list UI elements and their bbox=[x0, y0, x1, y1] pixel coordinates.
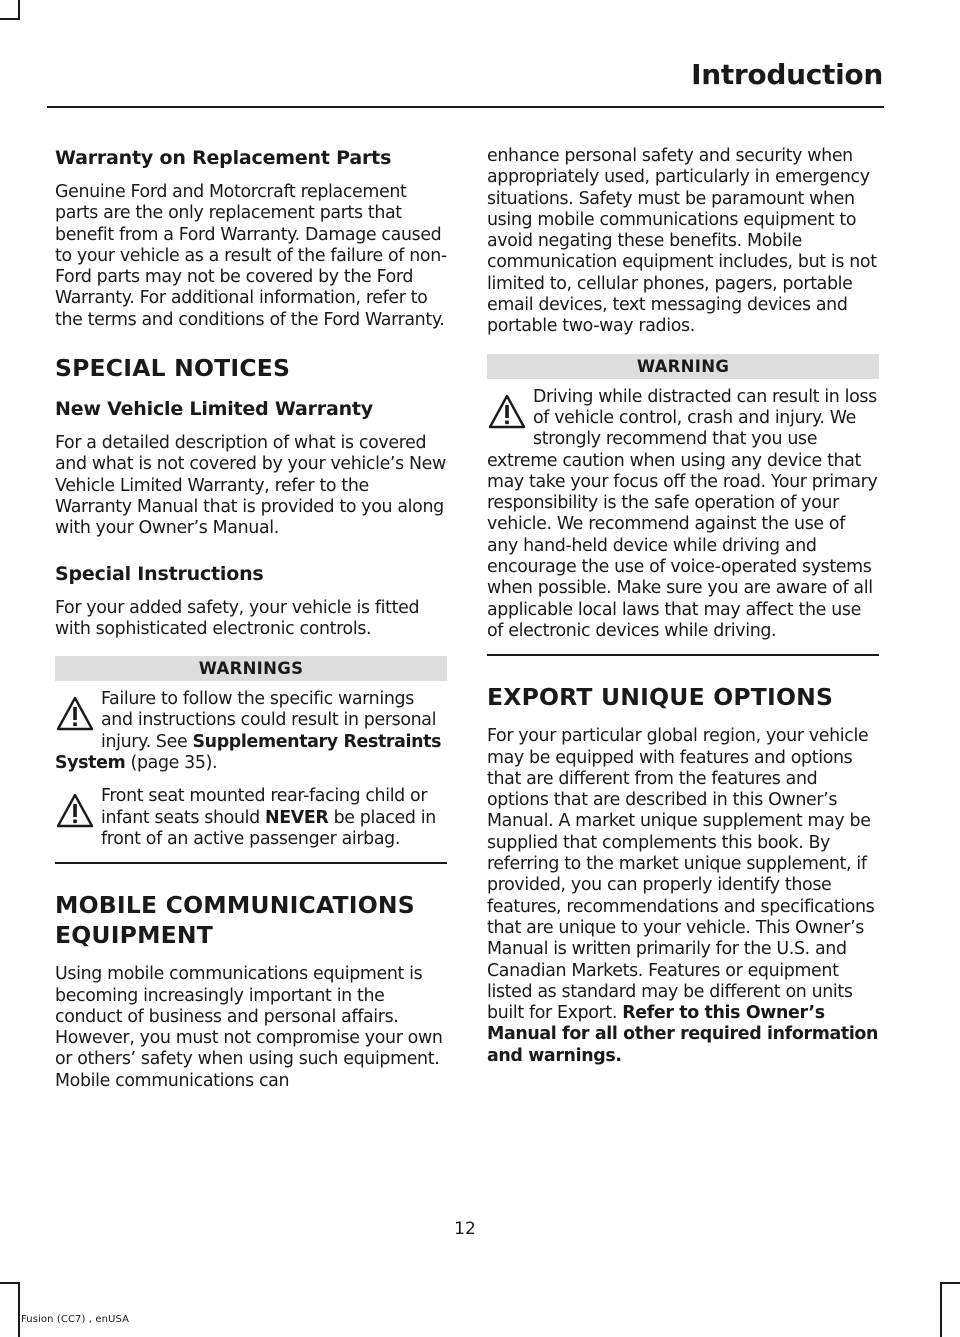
warning-end-rule bbox=[487, 654, 879, 656]
crop-mark bbox=[0, 1282, 20, 1284]
warning2-text-pre: Front seat mounted rear-facing child or infant seats should bbox=[101, 786, 428, 828]
warning-distracted-text: Driving while distracted can result in loss of vehicle control, crash and injury. We strongly recommend that you use extreme caution when using any device that may take your focus off the road. Your primary responsibility is the safe operation of your vehicle. We recommend against the use of any hand-held device while driving and encourage the use of voice-operated systems when possible. Make sure you are aware of all applicable local laws that may affect the use of electronic devices while driving. bbox=[487, 386, 878, 641]
crop-mark bbox=[18, 0, 20, 20]
footer-text: Fusion (CC7) , enUSA bbox=[21, 1314, 130, 1325]
warning-distracted-driving bbox=[487, 387, 879, 643]
special-instructions-paragraph: For your added safety, your vehicle is fitted with sophisticated electronic controls. bbox=[55, 597, 420, 639]
warranty-paragraph: Genuine Ford and Motorcraft replacement parts are the only replacement parts that benefit from a Ford Warranty. Damage caused to your vehicle as a result of the failure of non-Ford parts may not be covered by the Ford Warranty. For additional information, refer to the terms and conditions of the Ford Warranty. bbox=[55, 182, 447, 330]
right-column bbox=[487, 146, 879, 1089]
crop-mark bbox=[940, 1282, 960, 1284]
crop-mark bbox=[18, 1282, 20, 1337]
warning-triangle-icon bbox=[55, 695, 95, 733]
left-column bbox=[55, 146, 447, 1114]
crop-mark bbox=[0, 18, 20, 20]
page-number: 12 bbox=[454, 1219, 476, 1239]
warnings-bar: WARNINGS bbox=[55, 656, 447, 681]
special-notices-heading: SPECIAL NOTICES bbox=[55, 354, 291, 383]
new-vehicle-heading: New Vehicle Limited Warranty bbox=[55, 398, 373, 421]
mobile-heading-line1: MOBILE COMMUNICATIONS bbox=[55, 891, 415, 920]
header-divider bbox=[47, 106, 884, 108]
export-paragraph bbox=[487, 726, 879, 1067]
warnings-end-rule bbox=[55, 862, 447, 864]
warning-airbag-restraints bbox=[55, 689, 447, 774]
warning2-text-post: be placed in front of an active passenger airbag. bbox=[101, 807, 436, 849]
crop-mark bbox=[940, 1282, 942, 1337]
mobile-heading bbox=[55, 890, 447, 950]
warning2-never: NEVER bbox=[264, 807, 329, 828]
warning-child-seat bbox=[55, 786, 447, 850]
export-heading: EXPORT UNIQUE OPTIONS bbox=[487, 683, 834, 712]
mobile-paragraph: Using mobile communications equipment is becoming increasingly important in the conduct of business and personal affairs. However, you must not compromise your own or others’ safety when using such equipment. Mobile communications can bbox=[55, 964, 443, 1091]
warning1-page-ref[interactable]: (page 35). bbox=[130, 753, 218, 774]
export-text: For your particular global region, your vehicle may be equipped with features and options that are different from the features and options that are described in this Owner’s Manual. A market unique supplement may be supplied that complements this book. By referring to the market unique supplement, if provided, you can properly identify those features, recommendations and specifications that are unique to your vehicle. This Owner’s Manual is written primarily for the U.S. and Canadian Markets. Features or equipment listed as standard may be different on units built for Export. bbox=[487, 726, 875, 1024]
new-vehicle-paragraph: For a detailed description of what is covered and what is not covered by your vehicle’s New Vehicle Limited Warranty, refer to the Warranty Manual that is provided to you along with your Owner’s Manual. bbox=[55, 433, 446, 539]
mobile-continued-paragraph: enhance personal safety and security when appropriately used, particularly in emergency situations. Safety must be paramount when using mobile communications equipment to avoid negating these benefits. Mobile communication equipment includes, but is not limited to, cellular phones, pagers, portable email devices, text messaging devices and portable two-way radios. bbox=[487, 146, 877, 337]
page-title: Introduction bbox=[691, 58, 883, 91]
special-instructions-heading: Special Instructions bbox=[55, 562, 264, 585]
warranty-heading: Warranty on Replacement Parts bbox=[55, 147, 392, 169]
export-bold-text: Refer to this Owner’s Manual for all other required information and warnings. bbox=[487, 1003, 879, 1066]
warning-triangle-icon bbox=[55, 792, 95, 830]
restraints-link[interactable]: Supplementary Restraints System bbox=[55, 731, 442, 774]
warning-bar: WARNING bbox=[487, 354, 879, 379]
warning-triangle-icon bbox=[487, 393, 527, 431]
warning1-text: Failure to follow the specific warnings and instructions could result in personal injury. See bbox=[101, 689, 437, 752]
mobile-heading-line2: EQUIPMENT bbox=[55, 921, 214, 950]
